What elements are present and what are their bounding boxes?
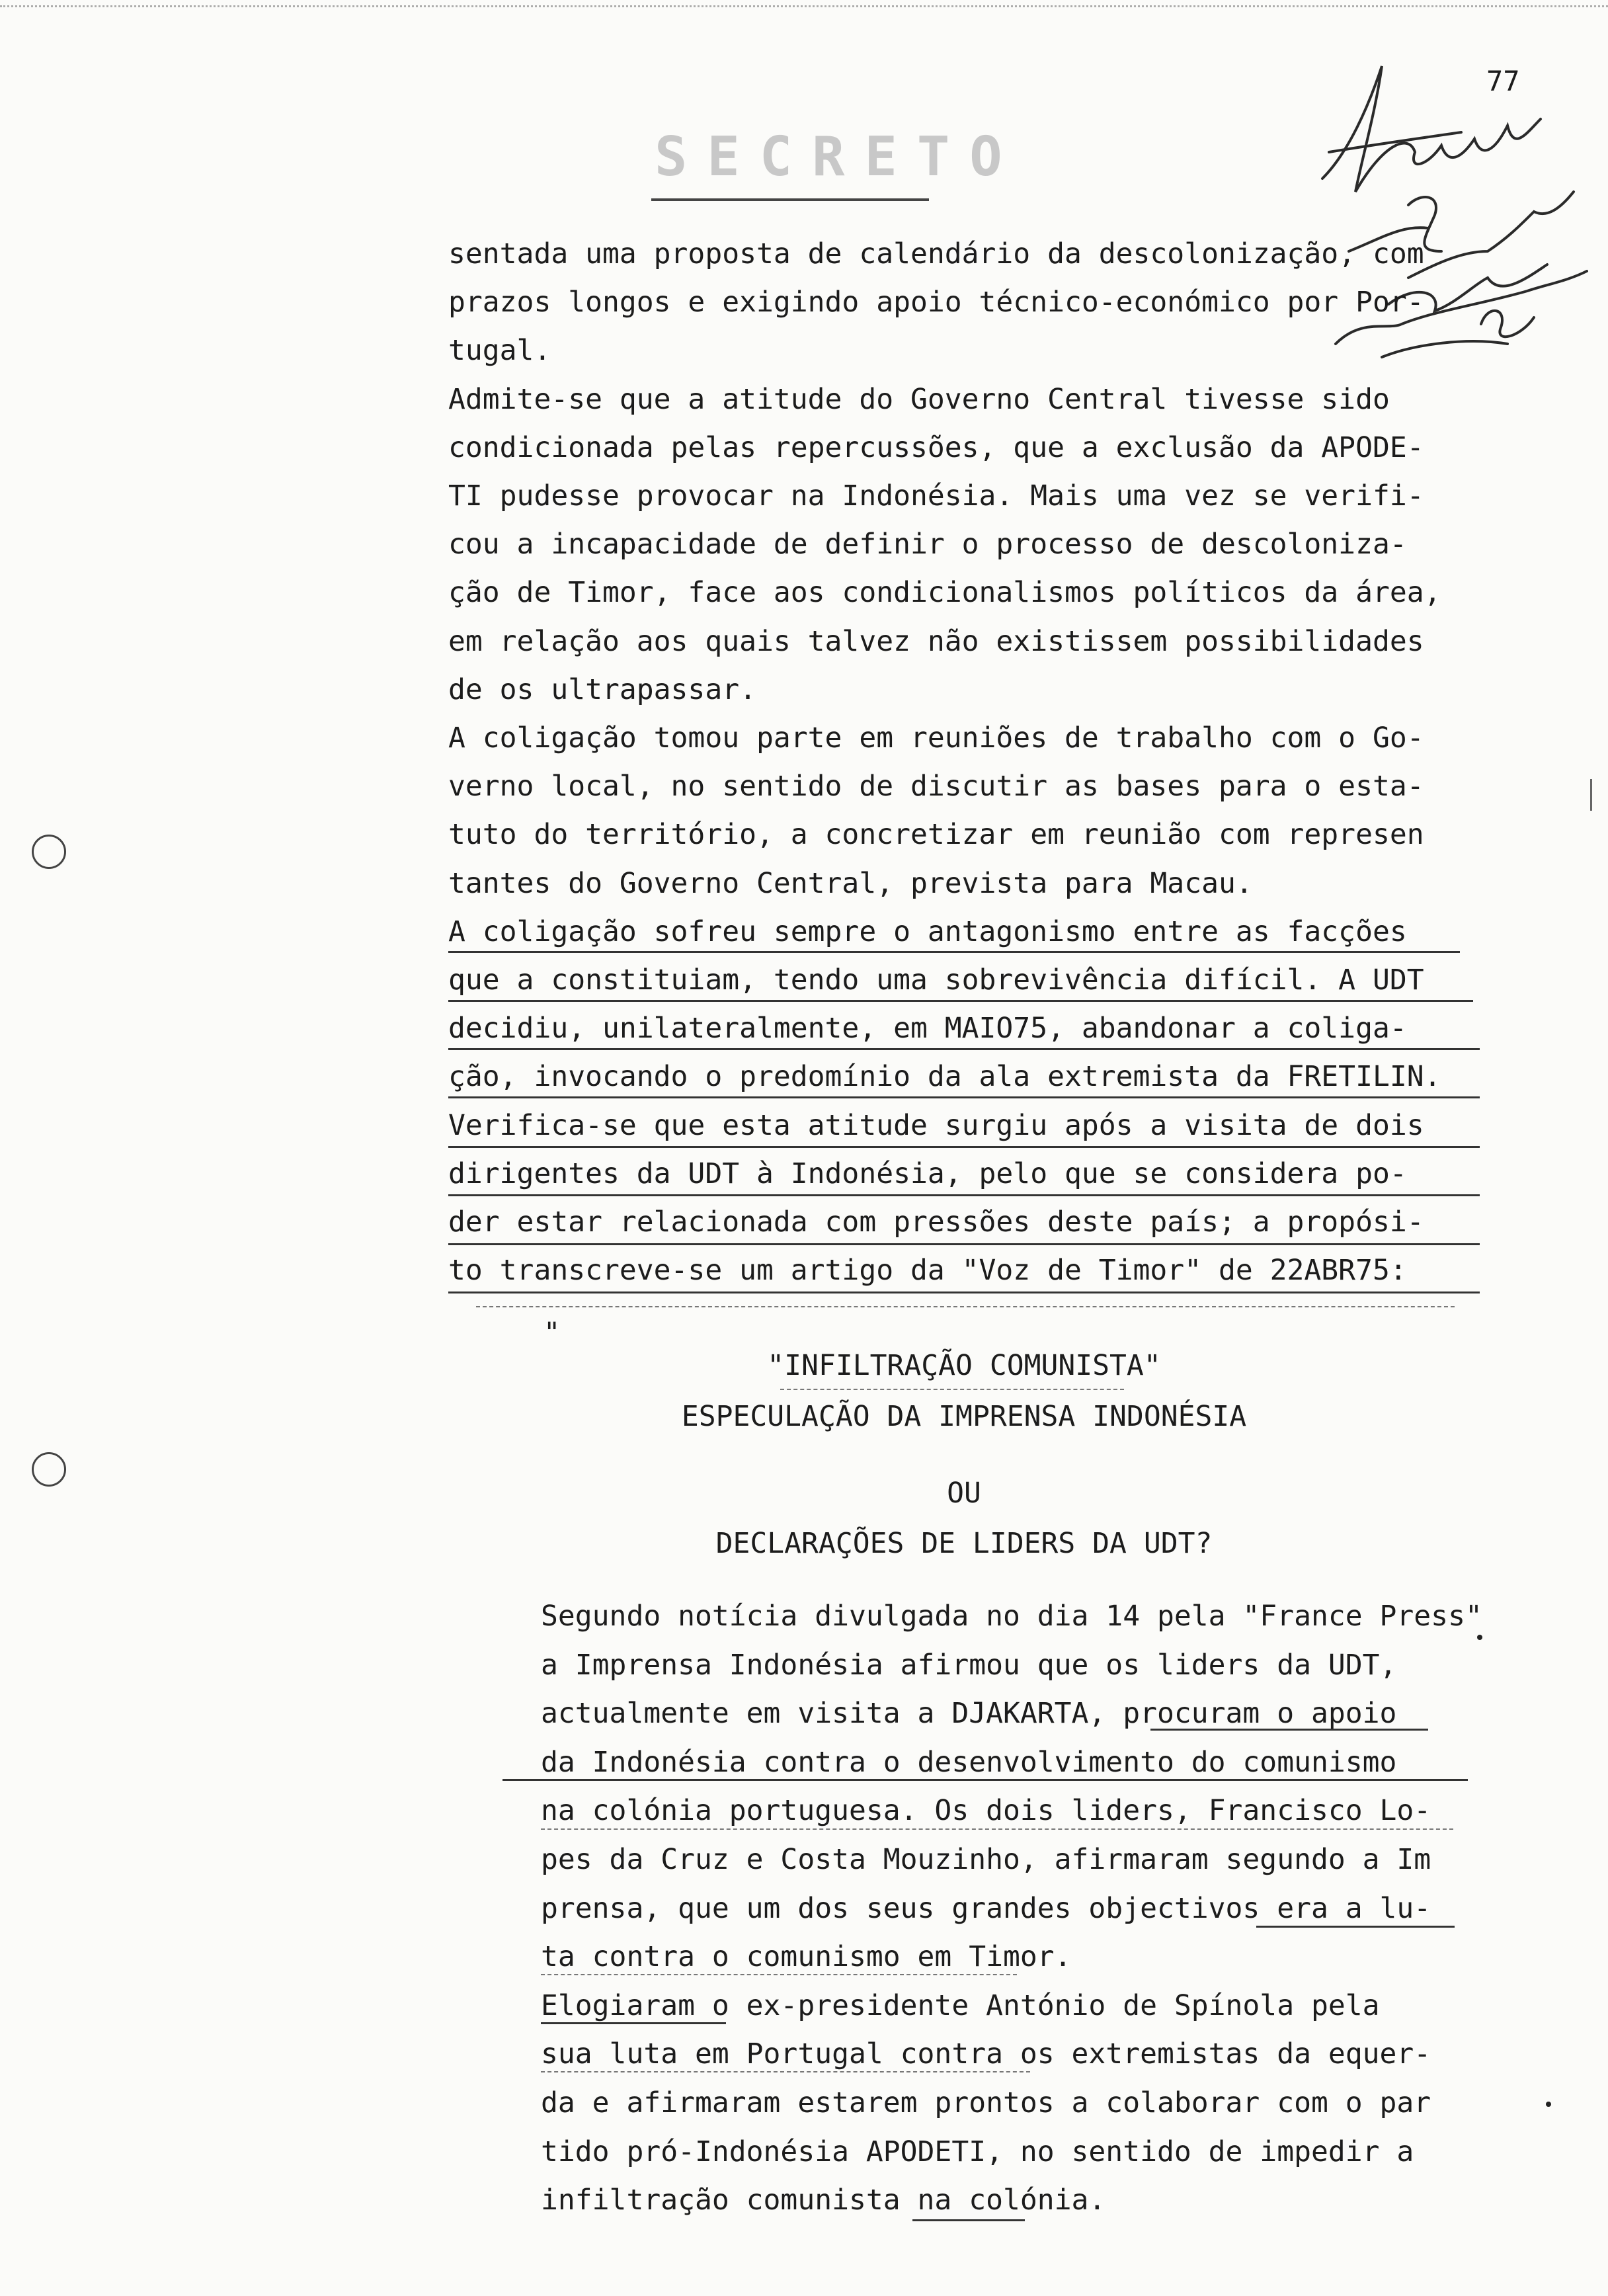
handwritten-underline <box>448 1292 1480 1293</box>
handwritten-underline <box>502 1779 1468 1781</box>
scan-edge-line <box>0 5 1608 11</box>
handwritten-underline <box>1256 1926 1455 1928</box>
classification-stamp: SECRETO <box>655 126 1022 188</box>
body-text <box>448 230 1480 1295</box>
faint-underline <box>476 1306 1455 1307</box>
punch-hole <box>32 835 66 869</box>
handwritten-underline <box>448 1000 1473 1002</box>
quote-mark: " <box>543 1316 561 1348</box>
paragraph: A coligação sofreu sempre o antagonismo entre as facções que a constituiam, tendo uma sobrevivência difícil. A UDT decidiu, unilateralmente, em MAIO75, abandonar a coliga- ção, invocando o predomínio da ala extremista da FRETILIN. Verifica-se que esta atitude surgiu após a visita de dois dirigentes da UDT à Indonésia, pelo que se considera po- der estar relacionada com pressões deste país; a propósi- to transcreve-se um artigo da "Voz de Timor" de 22ABR75: <box>448 915 1441 1288</box>
page-number: 77 <box>1486 65 1520 97</box>
handwritten-underline <box>448 951 1460 953</box>
quoted-article <box>541 1592 1519 2225</box>
headline-line: ESPECULAÇÃO DA IMPRENSA INDONÉSIA <box>681 1400 1247 1433</box>
paragraph: Admite-se que a atitude do Governo Central tivesse sido condicionada pelas repercussões, que a exclusão da APODE- TI pudesse provocar na Indonésia. Mais uma vez se verifi- cou a incapacidade de definir o processo de descoloniza- ção de Timor, face aos condicionalismos políticos da área, em relação aos quais talvez não existissem possibilidades de os ultrapassar. <box>448 382 1441 706</box>
handwritten-underline <box>1150 1729 1428 1731</box>
handwritten-underline <box>448 1194 1480 1196</box>
handwritten-underline <box>448 1243 1480 1245</box>
article-paragraph: Segundo notícia divulgada no dia 14 pela "France Press" a Imprensa Indonésia afirmou que os liders da UDT, actualmente em visita a DJAKARTA, procuram o apoio da Indonésia contra o desenvolvimento do comunismo na colónia portuguesa. Os dois liders, Francisco Lo- pes da Cruz e Costa Mouzinho, afirmaram segundo a Im prensa, que um dos seus grandes objectivos era a lu- ta contra o comunismo em Timor. <box>541 1600 1482 1974</box>
faint-underline <box>780 1389 1124 1390</box>
headline-line: DECLARAÇÕES DE LIDERS DA UDT? <box>715 1527 1213 1560</box>
margin-mark <box>1546 2102 1551 2107</box>
handwritten-underline <box>541 2022 726 2024</box>
handwritten-underline <box>448 1048 1480 1050</box>
article-paragraph: Elogiaram o ex-presidente António de Spínola pela sua luta em Portugal contra os extremistas da equer- da e afirmaram estarem prontos a colaborar com o par tido pró-Indonésia APODETI, no sentido de impedir a infiltração comunista na colónia. <box>541 1988 1431 2217</box>
faint-underline <box>541 1828 1453 1830</box>
stamp-underline <box>651 198 929 201</box>
paragraph: sentada uma proposta de calendário da descolonização, com prazos longos e exigindo apoio técnico-económico por Por- tugal. <box>448 237 1424 368</box>
margin-mark <box>1477 1635 1482 1640</box>
headline-line: OU <box>947 1477 981 1510</box>
headline-line: "INFILTRAÇÃO COMUNISTA" <box>767 1349 1161 1382</box>
faint-underline <box>541 2071 1030 2072</box>
punch-hole <box>32 1452 66 1487</box>
handwritten-underline <box>912 2219 1025 2221</box>
handwritten-underline <box>448 1146 1480 1148</box>
handwritten-underline <box>448 1096 1480 1098</box>
paragraph: A coligação tomou parte em reuniões de trabalho com o Go- verno local, no sentido de discutir as bases para o esta- tuto do território, a concretizar em reunião com represen tantes do Governo Central, prevista para Macau. <box>448 721 1424 900</box>
faint-underline <box>541 1974 1017 1975</box>
margin-tick <box>1590 779 1592 811</box>
